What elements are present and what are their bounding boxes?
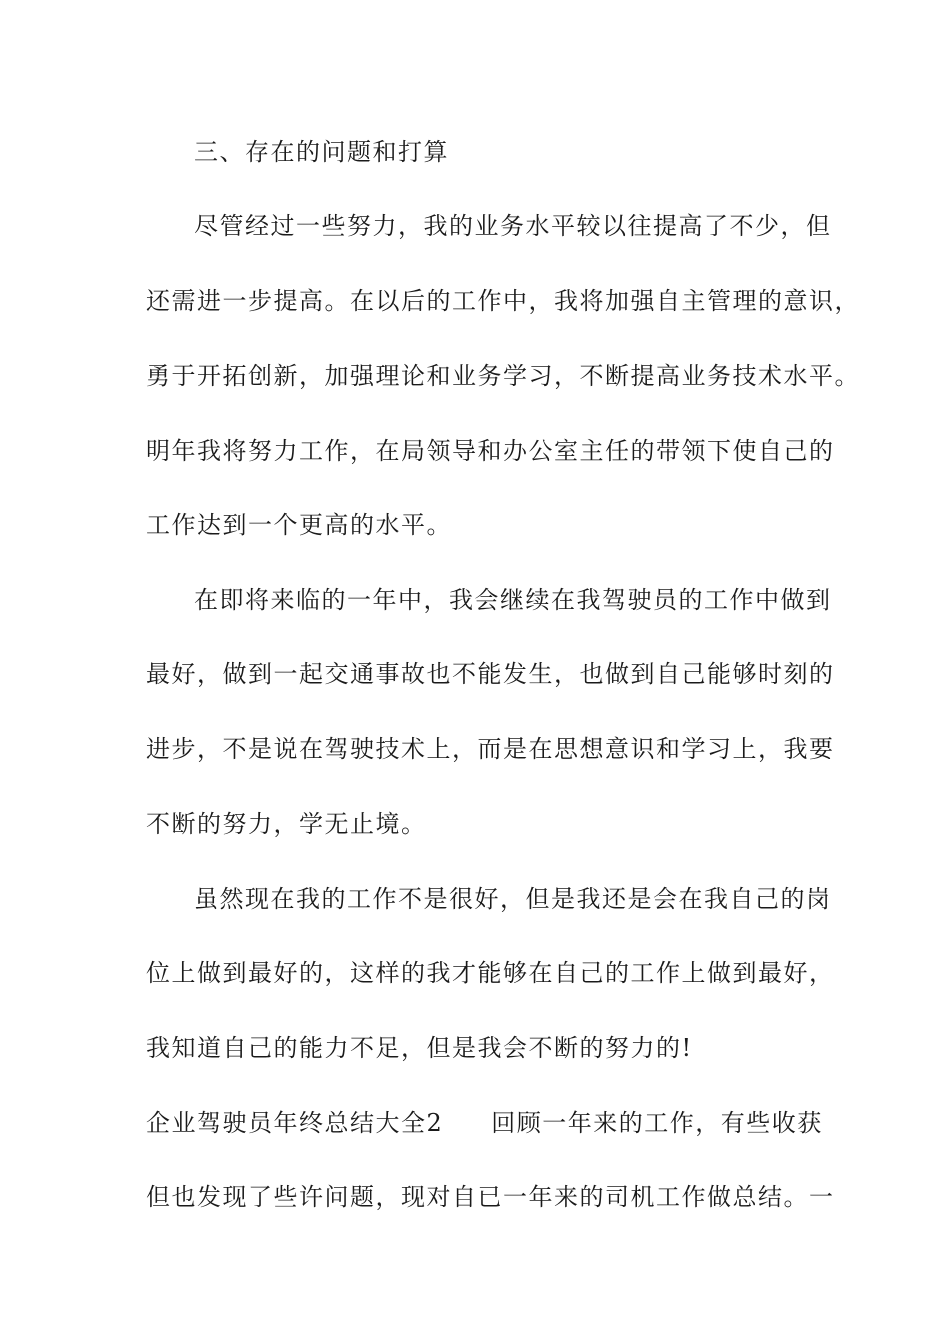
paragraph-line: 但也发现了些许问题，现对自已一年来的司机工作做总结。一 <box>146 1183 835 1211</box>
paragraph-line: 进步，不是说在驾驶技术上，而是在思想意识和学习上，我要 <box>146 735 835 763</box>
paragraph-line: 我知道自己的能力不足，但是我会不断的努力的! <box>146 1034 693 1062</box>
paragraph-line: 不断的努力，学无止境。 <box>146 810 427 838</box>
section-heading: 三、存在的问题和打算 <box>194 138 449 166</box>
paragraph-line: 还需进一步提高。在以后的工作中，我将加强自主管理的意识， <box>146 287 860 315</box>
paragraph-line: 勇于开拓创新，加强理论和业务学习，不断提高业务技术水平。 <box>146 362 860 390</box>
paragraph-line: 最好，做到一起交通事故也不能发生，也做到自己能够时刻的 <box>146 660 835 688</box>
paragraph-line: 虽然现在我的工作不是很好，但是我还是会在我自己的岗 <box>194 885 832 913</box>
section-title-line <box>146 1108 823 1138</box>
paragraph-line: 工作达到一个更高的水平。 <box>146 511 452 539</box>
paragraph-line: 在即将来临的一年中，我会继续在我驾驶员的工作中做到 <box>194 586 832 614</box>
section-intro-text: 回顾一年来的工作，有些收获 <box>491 1109 823 1137</box>
section-title: 企业驾驶员年终总结大全2 <box>146 1109 444 1137</box>
paragraph-line: 尽管经过一些努力，我的业务水平较以往提高了不少，但 <box>194 212 832 240</box>
paragraph-line: 位上做到最好的，这样的我才能够在自己的工作上做到最好， <box>146 959 835 987</box>
paragraph-line: 明年我将努力工作，在局领导和办公室主任的带领下使自己的 <box>146 437 835 465</box>
